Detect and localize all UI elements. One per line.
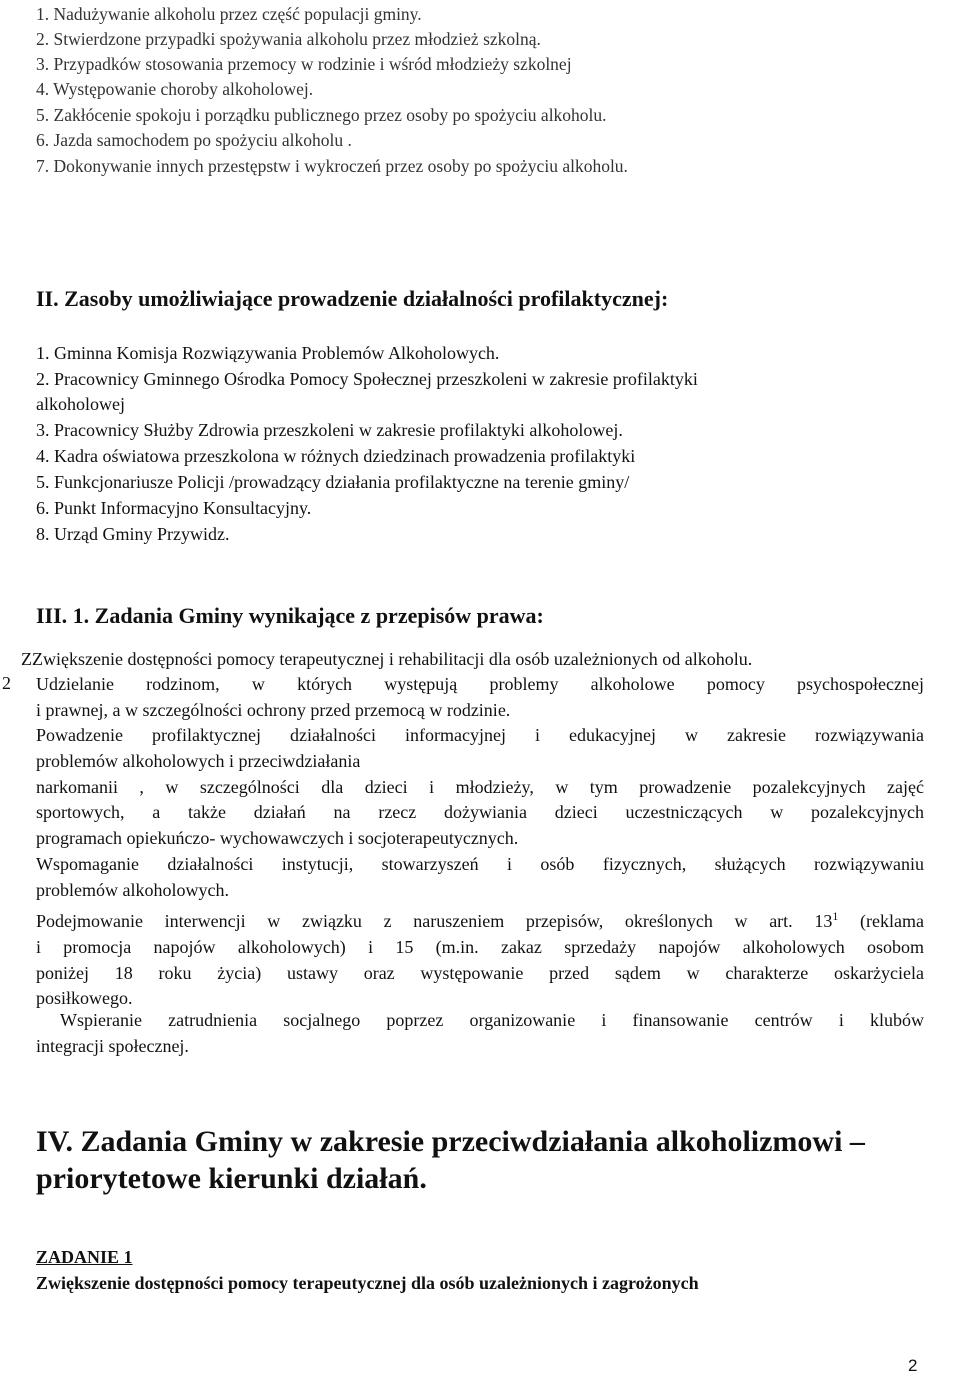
section-i-item-1: 1. Nadużywanie alkoholu przez część populacji gminy. bbox=[36, 4, 422, 24]
section-i-item-3: 3. Przypadków stosowania przemocy w rodzinie i wśród młodzieży szkolnej bbox=[36, 54, 572, 74]
paragraph-6-line-2: integracji społecznej. bbox=[36, 1035, 189, 1056]
paragraph-3-line-5: programach opiekuńczo- wychowawczych i socjoterapeutycznych. bbox=[36, 828, 519, 849]
section-iii-paragraph-2-number: 2 bbox=[2, 673, 11, 693]
section-ii-item-1: 1. Gminna Komisja Rozwiązywania Problemów Alkoholowych. bbox=[36, 343, 500, 363]
section-iii-heading: III. 1. Zadania Gminy wynikające z przepisów prawa: bbox=[36, 603, 544, 628]
section-ii-item-8: 8. Urząd Gminy Przywidz. bbox=[36, 524, 230, 544]
paragraph-3-line-1: Powadzenie profilaktycznej działalności informacyjnej i edukacyjnej w zakresie rozwiązywania bbox=[36, 725, 924, 745]
paragraph-4-line-2: problemów alkoholowych. bbox=[36, 879, 229, 900]
section-i-item-7: 7. Dokonywanie innych przestępstw i wykroczeń przez osoby po spożyciu alkoholu. bbox=[36, 156, 628, 176]
section-ii-item-2: 2. Pracownicy Gminnego Ośrodka Pomocy Społecznej przeszkoleni w zakresie profilaktyki bbox=[36, 369, 698, 389]
zadanie-label bbox=[36, 1247, 133, 1268]
paragraph-2-line-2: i prawnej, a w szczególności ochrony przed przemocą w rodzinie. bbox=[36, 699, 511, 720]
zadanie-title: Zwiększenie dostępności pomocy terapeutycznej dla osób uzależnionych i zagrożonych bbox=[36, 1273, 699, 1293]
paragraph-5-line-1-end: (reklama bbox=[838, 911, 924, 931]
footnote-reference: 1 bbox=[832, 909, 839, 923]
section-iii-paragraph-4 bbox=[36, 852, 924, 904]
paragraph-5-line-2: i promocja napojów alkoholowych) i 15 (m.in. zakaz sprzedaży napojów alkoholowych osobom bbox=[36, 936, 924, 957]
section-iv-heading-line-2: priorytetowe kierunki działań. bbox=[36, 1162, 427, 1195]
section-iii-paragraph-1: ZZwiększenie dostępności pomocy terapeutycznej i rehabilitacji dla osób uzależnionych od alkoholu. bbox=[21, 649, 753, 669]
section-i-item-6: 6. Jazda samochodem po spożyciu alkoholu . bbox=[36, 130, 352, 150]
section-ii-item-5: 5. Funkcjonariusze Policji /prowadzący działania profilaktyczne na terenie gminy/ bbox=[36, 472, 630, 492]
paragraph-5-line-1 bbox=[36, 904, 924, 935]
paragraph-6-line-1: Wspieranie zatrudnienia socjalnego poprzez organizowanie i finansowanie centrów i klubów bbox=[60, 1010, 924, 1030]
paragraph-4-line-1: Wspomaganie działalności instytucji, stowarzyszeń i osób fizycznych, służących rozwiązywaniu bbox=[36, 854, 924, 874]
section-iii-paragraph-3 bbox=[36, 723, 924, 852]
page-number: 2 bbox=[908, 1356, 918, 1375]
section-ii-item-3: 3. Pracownicy Służby Zdrowia przeszkoleni w zakresie profilaktyki alkoholowej. bbox=[36, 420, 623, 440]
section-iii-paragraph-5 bbox=[36, 904, 924, 1012]
paragraph-3-line-4: sportowych, a także działań na rzecz dożywiania dzieci uczestniczących w pozalekcyjnych bbox=[36, 802, 924, 823]
paragraph-5-line-3: poniżej 18 roku życia) ustawy oraz występowanie przed sądem w charakterze oskarżyciela bbox=[36, 962, 924, 983]
paragraph-3-line-2: problemów alkoholowych i przeciwdziałania bbox=[36, 750, 361, 771]
section-i-item-5: 5. Zakłócenie spokoju i porządku publicznego przez osoby po spożyciu alkoholu. bbox=[36, 105, 607, 125]
section-i-item-4: 4. Występowanie choroby alkoholowej. bbox=[36, 79, 314, 99]
section-i-item-2: 2. Stwierdzone przypadki spożywania alkoholu przez młodzież szkolną. bbox=[36, 29, 541, 49]
paragraph-5-line-4: posiłkowego. bbox=[36, 988, 133, 1009]
paragraph-2-line-1: Udzielanie rodzinom, w których występują problemy alkoholowe pomocy psychospołecznej bbox=[36, 674, 924, 694]
section-iii-paragraph-6 bbox=[36, 1008, 924, 1060]
section-ii-item-4: 4. Kadra oświatowa przeszkolona w różnych dziedzinach prowadzenia profilaktyki bbox=[36, 446, 636, 466]
paragraph-5-line-1-text: Podejmowanie interwencji w związku z naruszeniem przepisów, określonych w art. 13 bbox=[36, 911, 833, 931]
paragraph-3-line-3: narkomanii , w szczególności dla dzieci i młodzieży, w tym prowadzenie pozalekcyjnych zajęć bbox=[36, 776, 924, 797]
section-ii-item-2-cont: alkoholowej bbox=[36, 394, 125, 414]
section-ii-item-6: 6. Punkt Informacyjno Konsultacyjny. bbox=[36, 498, 312, 518]
section-ii-heading: II. Zasoby umożliwiające prowadzenie działalności profilaktycznej: bbox=[36, 286, 669, 311]
section-iv-heading-line-1: IV. Zadania Gminy w zakresie przeciwdziałania alkoholizmowi – bbox=[36, 1125, 865, 1158]
zadanie-label-text: ZADANIE 1 bbox=[36, 1247, 133, 1267]
section-iii-paragraph-2 bbox=[36, 672, 924, 724]
